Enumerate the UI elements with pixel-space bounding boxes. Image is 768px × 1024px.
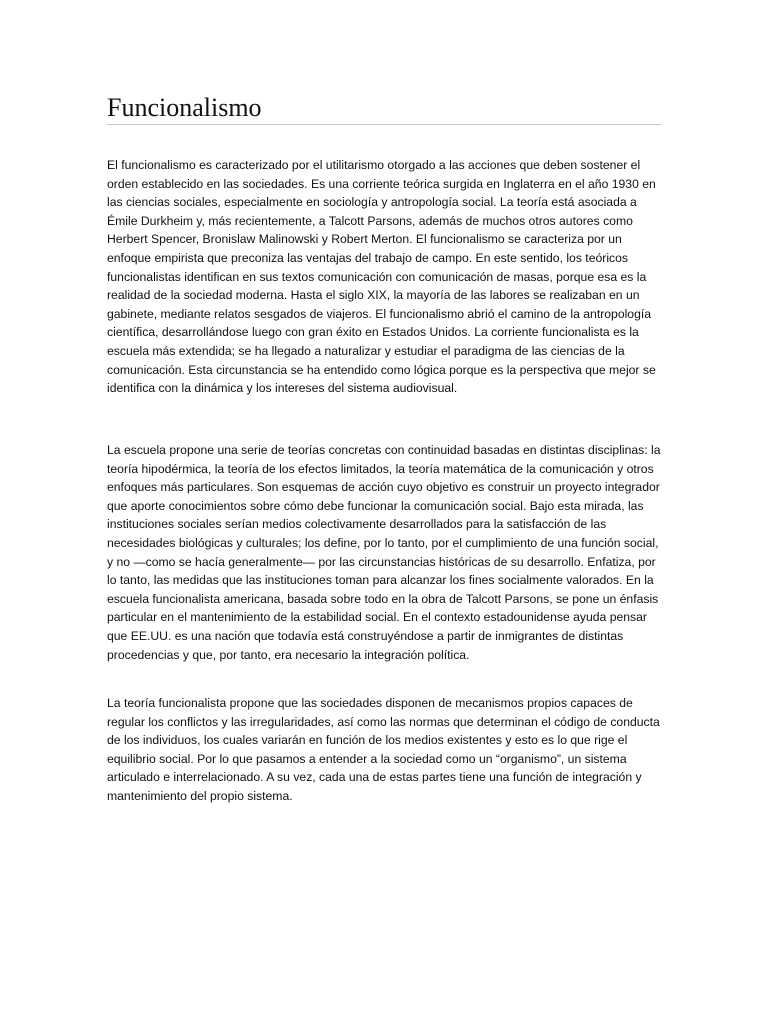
paragraph-3: [107, 694, 662, 806]
paragraph-text: La teoría funcionalista propone que las sociedades disponen de mecanismos propios capaces de regular los conflictos y las irregularidades, así como las normas que determinan el código de conducta de los individuos, los cuales variarán en función de los medios existentes y esto es lo que rige el equilibrio social. Por lo que pasamos a entender a la sociedad como un “organismo”, un sistema articulado e interrelacionado. A su vez, cada una de estas partes tiene una función de integración y mantenimiento del propio sistema.: [107, 696, 660, 803]
paragraph-text: La escuela propone una serie de teorías concretas con continuidad basadas en distintas disciplinas: la teoría hipodérmica, la teoría de los efectos limitados, la teoría matemática de la comunicación y otros enfoques más particulares. Son esquemas de acción cuyo objetivo es construir un proyecto integrador que aporte conocimientos sobre cómo debe funcionar la comunicación social. Bajo esta mirada, las instituciones sociales serían medios colectivamente desarrollados para la satisfacción de las necesidades biológicas y culturales; los define, por lo tanto, por el cumplimiento de una función social, y no —como se hacía generalmente— por las circunstancias históricas de su desarrollo. Enfatiza, por lo tanto, las medidas que las instituciones toman para alcanzar los fines socialmente valorados. En la escuela funcionalista americana, basada sobre todo en la obra de Talcott Parsons, se pone un énfasis particular en el mantenimiento de la estabilidad social. En el contexto estadounidense ayuda pensar que EE.UU. es una nación que todavía está construyéndose a partir de inmigrantes de distintas procedencias y que, por tanto, era necesario la integración política.: [107, 443, 661, 662]
document-title: Funcionalismo: [107, 93, 262, 122]
paragraph-2: [107, 441, 662, 664]
title-divider: [107, 124, 662, 125]
paragraph-1: [107, 156, 662, 398]
paragraph-text: El funcionalismo es caracterizado por el utilitarismo otorgado a las acciones que deben sostener el orden establecido en las sociedades. Es una corriente teórica surgida en Inglaterra en el año 1930 en las ciencias sociales, especialmente en sociología y antropología social. La teoría está asociada a Émile Durkheim y, más recientemente, a Talcott Parsons, además de muchos otros autores como Herbert Spencer, Bronislaw Malinowski y Robert Merton. El funcionalismo se caracteriza por un enfoque empirista que preconiza las ventajas del trabajo de campo. En este sentido, los teóricos funcionalistas identifican en sus textos comunicación con comunicación de masas, porque esa es la realidad de la sociedad moderna. Hasta el siglo XIX, la mayoría de las labores se realizaban en un gabinete, mediante relatos sesgados de viajeros. El funcionalismo abrió el camino de la antropología científica, desarrollándose luego con gran éxito en Estados Unidos. La corriente funcionalista es la escuela más extendida; se ha llegado a naturalizar y estudiar el paradigma de las ciencias de la comunicación. Esta circunstancia se ha entendido como lógica porque es la perspectiva que mejor se identifica con la dinámica y los intereses del sistema audiovisual.: [107, 158, 656, 396]
